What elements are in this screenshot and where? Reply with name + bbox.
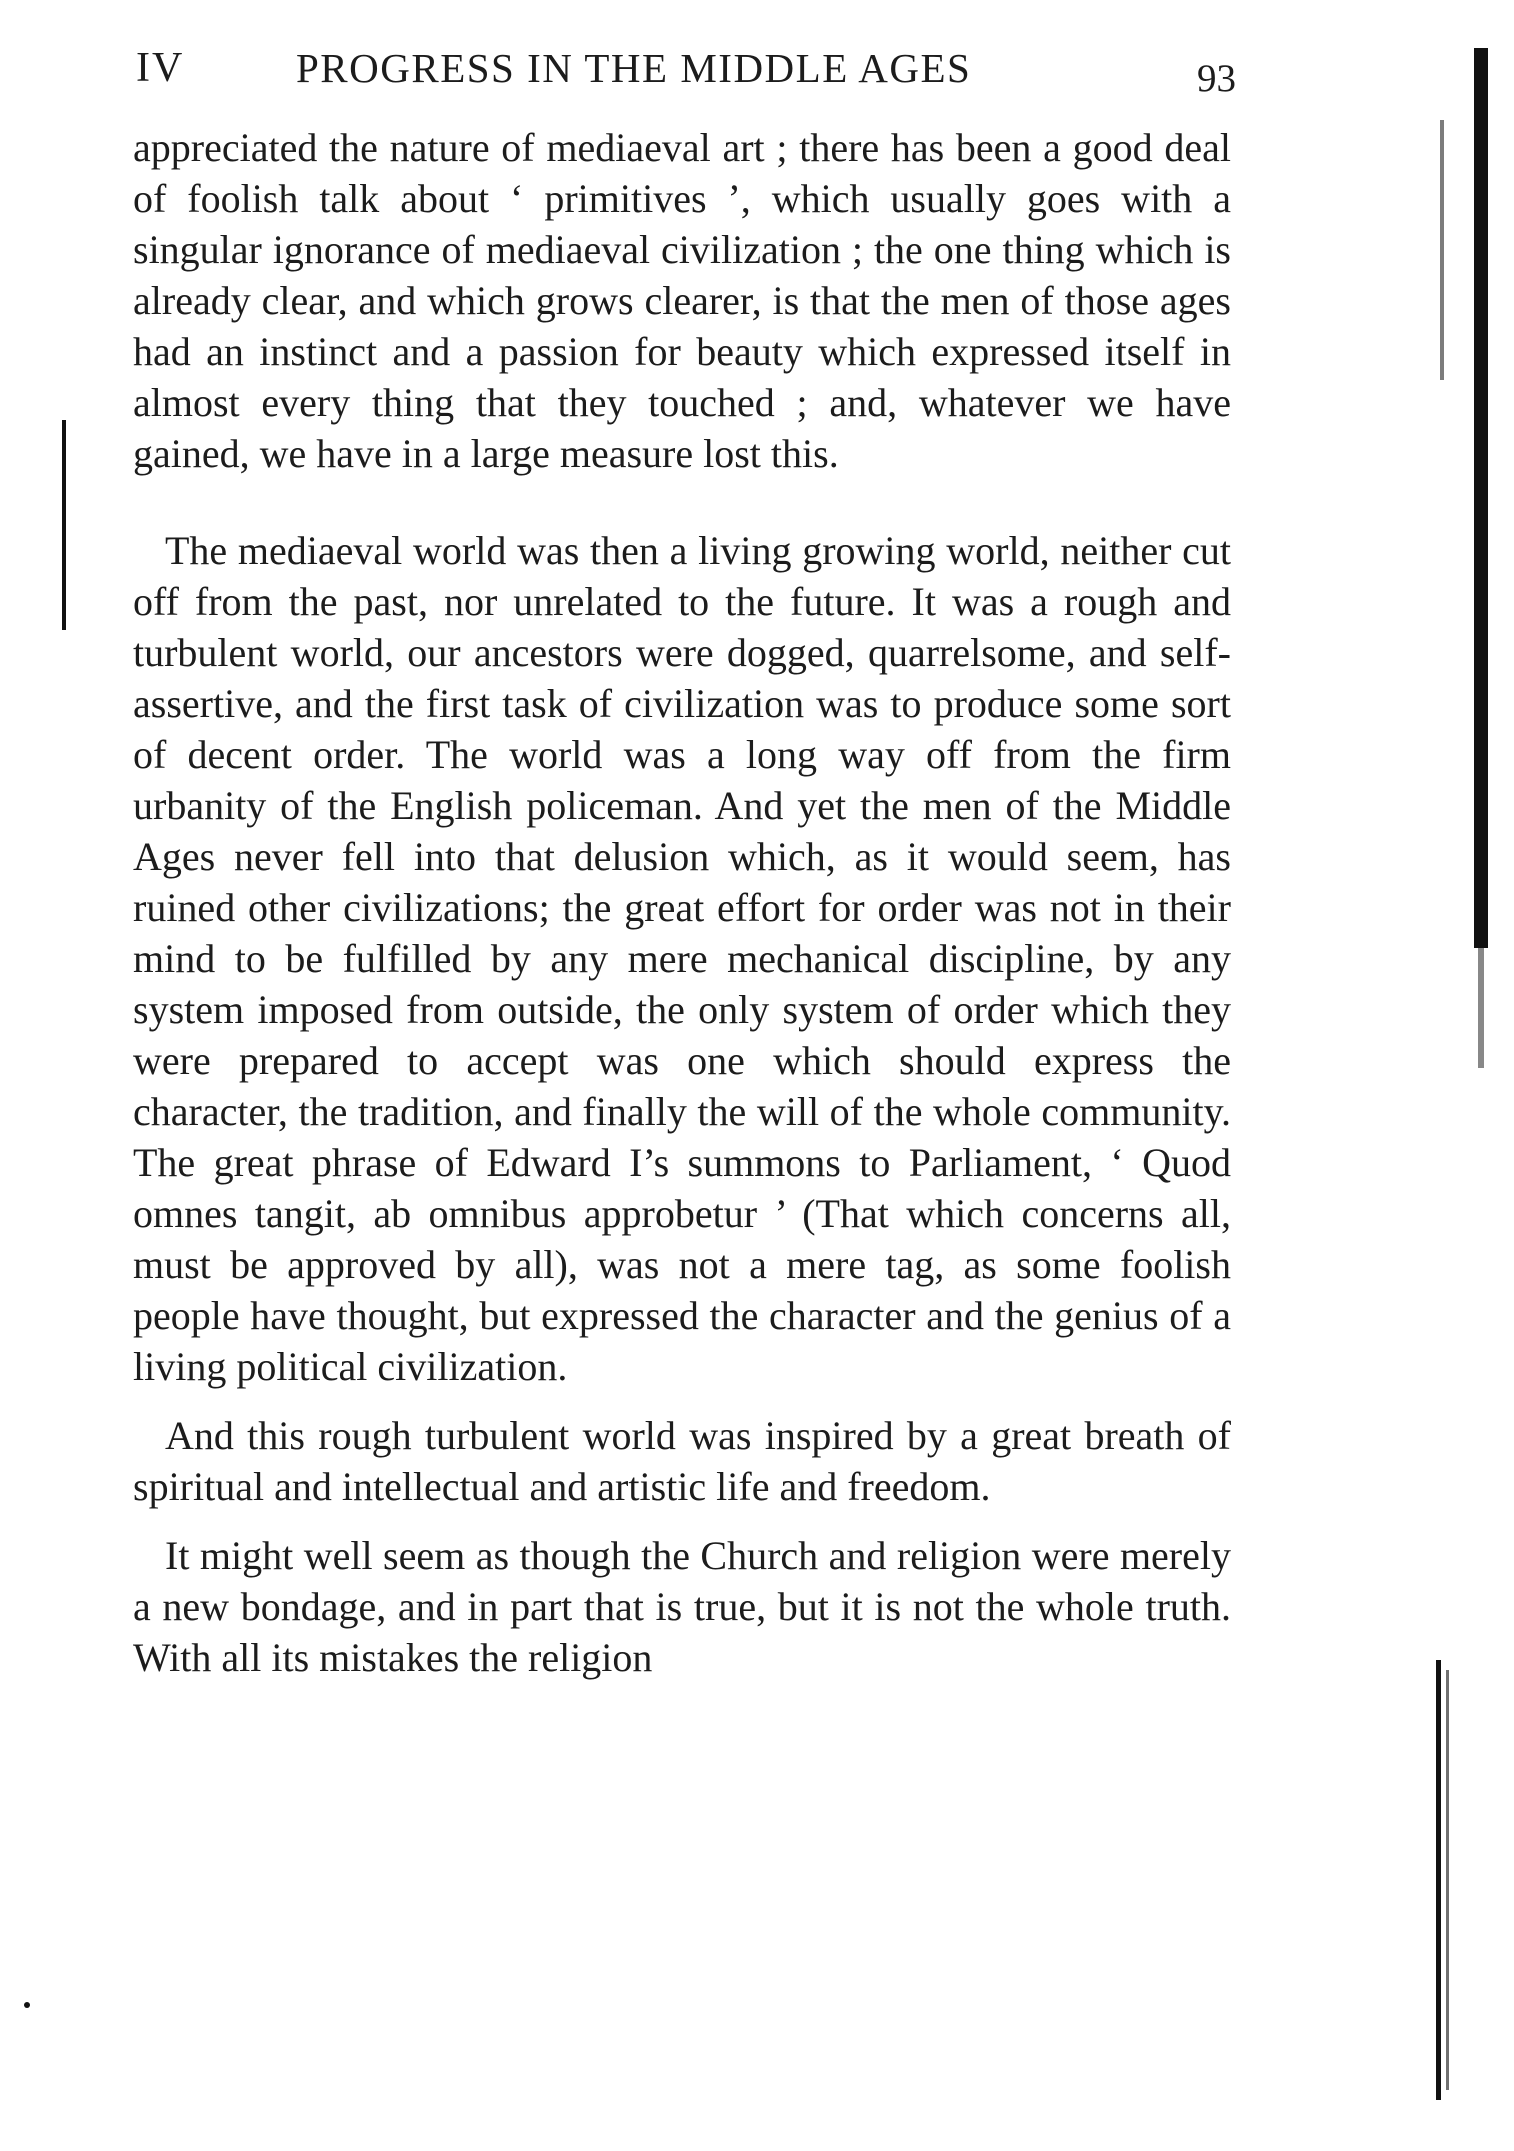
scan-edge-mark xyxy=(1446,1670,1449,2090)
running-head xyxy=(136,44,1236,104)
scan-edge-mark xyxy=(1440,120,1444,380)
chapter-title: PROGRESS IN THE MIDDLE AGES xyxy=(296,45,972,91)
scan-edge-mark xyxy=(1478,948,1484,1068)
body-text xyxy=(133,122,1231,1683)
scan-edge-mark xyxy=(1474,48,1488,948)
paragraph-2: The mediaeval world was then a living growing world, neither cut off from the past, nor unrelated to the future. It was a rough and turbulent world, our ancestors were dogged, quarrelsome, and self-assertive, and the first task of civilization was to produce some sort of decent order. The world was a long way off from the firm urbanity of the English policeman. And yet the men of the Middle Ages never fell into that delusion which, as it would seem, has ruined other civilizations; the great effort for order was not in their mind to be fulfilled by any mere mechanical discipline, by any system imposed from outside, the only system of order which they were prepared to accept was one which should express the character, the tradition, and finally the will of the whole community. The great phrase of Edward I’s summons to Parliament, ‘ Quod omnes tangit, ab omnibus approbetur ’ (That which concerns all, must be approved by all), was not a mere tag, as some foolish people have thought, but expressed the character and the genius of a living political civilization. xyxy=(133,528,1231,1389)
scan-edge-mark xyxy=(62,420,66,630)
paragraph-1: appreciated the nature of mediaeval art ; there has been a good deal of foolish talk about ‘ primitives ’, which usually goes with a singular ignorance of mediaeval civilization ; the one thing which is already clear, and which grows clearer, is that the men of those ages had an instinct and a passion for beauty which expressed itself in almost every thing that they touched ; and, whatever we have gained, we have in a large measure lost this. xyxy=(133,125,1231,476)
scan-edge-mark xyxy=(1436,1660,1441,2100)
paragraph-4: It might well seem as though the Church and religion were merely a new bondage, and in part that is true, but it is not the whole truth. With all its mistakes the religion xyxy=(133,1533,1231,1680)
scan-edge-mark xyxy=(24,2002,30,2008)
chapter-number: IV xyxy=(136,45,185,91)
page-number: 93 xyxy=(1197,57,1236,100)
paragraph-3: And this rough turbulent world was inspired by a great breath of spiritual and intellectual and artistic life and freedom. xyxy=(133,1413,1231,1509)
